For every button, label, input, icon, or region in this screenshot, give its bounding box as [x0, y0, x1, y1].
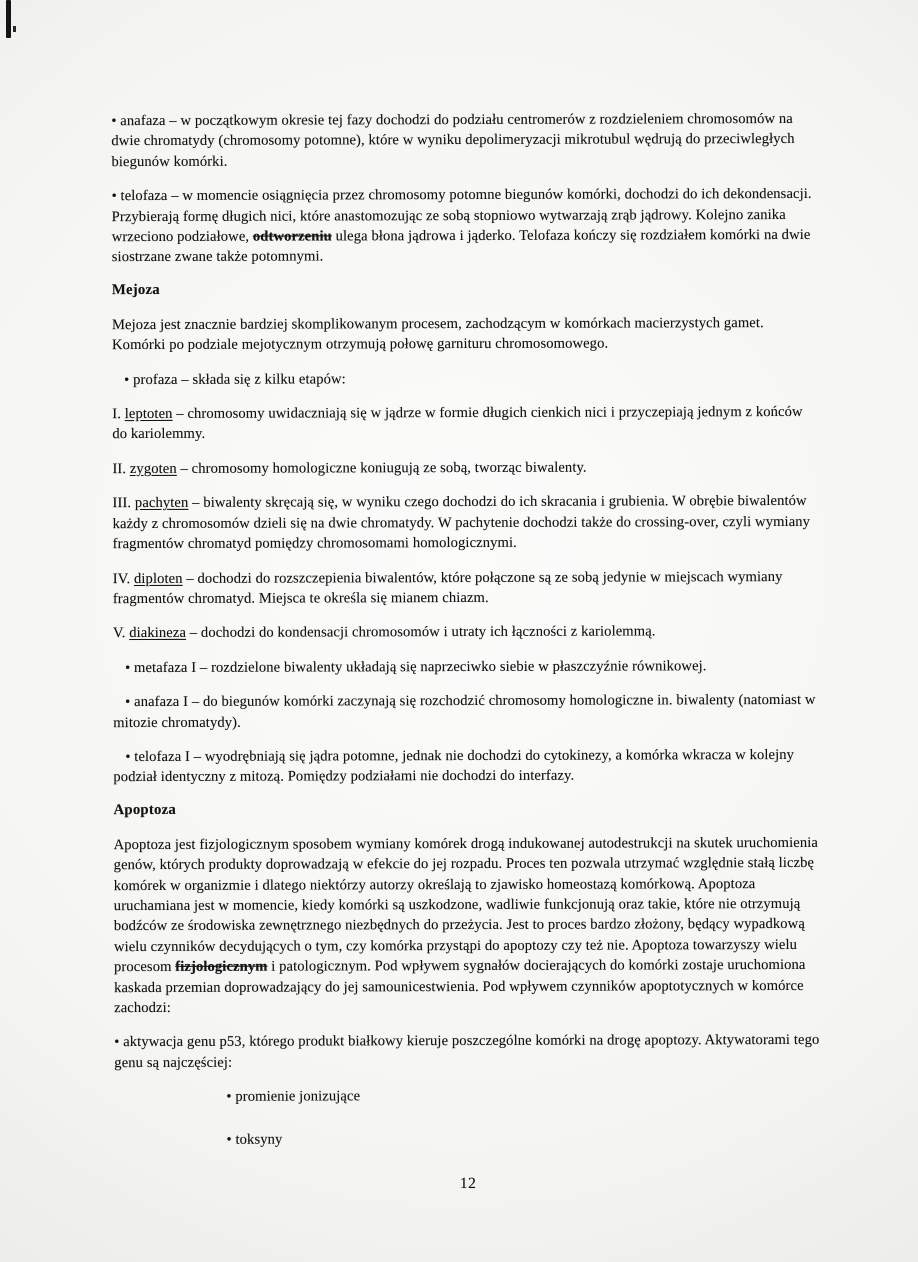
etap-numeral: II.	[112, 460, 130, 477]
struck-word-fizjologicznym: fizjologicznym	[175, 958, 268, 976]
struck-word-odtworzeniu: odtworzeniu	[252, 228, 332, 245]
etap-numeral: V.	[112, 625, 130, 642]
etap-pachyten	[113, 491, 820, 554]
text-run: – chromosomy uwidaczniają się w jądrze w formie długich cienkich nici i przyczepiają jednym z końców do kariolemmy.	[112, 404, 803, 443]
etap-zygoten	[112, 457, 819, 480]
scan-artifact-mark	[6, 0, 11, 38]
text-run: • telofaza – w momencie osiągnięcia przez chromosomy potomne biegunów komórki, dochodzi do ich dekondensacji. Przybierają formę długich nici, które anastomozując ze sobą stopniowo wytwarzają zrąb jądrowy. Kolejno zanika wrzeciono podziałowe,	[111, 186, 812, 246]
text-run: i patologicznym. Pod wpływem sygnałów docierających do komórki zostaje uruchomiona kaskada przemian doprowadzający do jej samounicestwienia. Pod wpływem czynników apoptotycznych w komórce zachodzi:	[114, 957, 806, 1017]
etap-diakineza	[113, 621, 820, 644]
bullet-telofaza	[112, 184, 819, 268]
etap-diploten	[113, 566, 820, 609]
bullet-telofaza-1: • telofaza I – wyodrębniają się jądra potomne, jednak nie dochodzi do cytokinezy, a komórka wkracza w kolejny podział identyczny z mitozą. Pomiędzy podziałami nie dochodzi do interfazy.	[113, 746, 795, 786]
term-underlined: diploten	[133, 570, 183, 587]
etap-numeral: III.	[112, 495, 135, 512]
scan-artifact-dot	[13, 26, 16, 32]
bullet-anafaza: • anafaza – w początkowym okresie tej fazy dochodzi do podziału centromerów z rozdzieleniem chromosomów na dwie chromatydy (chromosomy potomne), które w wyniku depolimeryzacji mikrotubul wędrują do przeciwległych biegunów komórki.	[111, 110, 795, 170]
heading-apoptoza: Apoptoza	[113, 801, 176, 818]
sub-bullet-toksyny: • toksyny	[226, 1131, 283, 1148]
bullet-p53: • aktywacja genu p53, którego produkt białkowy kieruje poszczególne komórki na drogę apoptozy. Aktywatorami tego genu są najczęściej:	[114, 1032, 820, 1071]
bullet-anafaza-1: • anafaza I – do biegunów komórki zaczynają się rozchodzić chromosomy homologiczne in. biwalenty (natomiast w mitozie chromatydy).	[113, 692, 816, 731]
term-underlined: pachyten	[134, 495, 189, 512]
text-run: – dochodzi do rozszczepienia biwalentów, które połączone są ze sobą jedynie w miejscach wymiany fragmentów chromatyd. Miejsca te określa się mianem chiazm.	[112, 568, 783, 608]
term-underlined: diakineza	[129, 625, 187, 642]
text-run: – biwalenty skręcają się, w wyniku czego dochodzi do ich skracania i grubienia. W obrębie biwalentów każdy z chromosomów dzieli się na dwie chromatydy. W pachytenie dochodzi także do crossing-over, czyli wymiany fragmentów chromatyd pomiędzy chromosomami homologicznymi.	[112, 493, 811, 553]
bullet-metafaza-1: • metafaza I – rozdzielone biwalenty układają się naprzeciwko siebie w płaszczyźnie równikowej.	[125, 657, 707, 676]
term-underlined: zygoten	[129, 460, 177, 477]
page-content	[111, 109, 821, 1194]
etap-leptoten	[112, 402, 819, 445]
bullet-profaza: • profaza – składa się z kilku etapów:	[124, 371, 346, 388]
etap-numeral: I.	[112, 406, 125, 423]
sub-bullet-promienie: • promienie jonizujące	[226, 1088, 361, 1105]
text-run: – dochodzi do kondensacji chromosomów i utraty ich łączności z kariolemmą.	[185, 623, 656, 642]
heading-mejoza: Mejoza	[111, 281, 160, 298]
mejoza-intro: Mejoza jest znacznie bardziej skomplikowanym procesem, zachodzącym w komórkach macierzystych gamet. Komórki po podziale mejotycznym otrzymują połowę garnituru chromosomowego.	[111, 314, 764, 354]
page-number: 12	[459, 1175, 477, 1193]
term-underlined: leptoten	[124, 405, 173, 423]
apoptoza-body	[114, 833, 822, 1019]
text-run: ulega błona jądrowa i jąderko. Telofaza kończy się rozdziałem komórki na dwie siostrzane zwane także potomnymi.	[111, 226, 811, 266]
etap-numeral: IV.	[112, 570, 135, 587]
text-run: Apoptoza jest fizjologicznym sposobem wymiany komórek drogą indukowanej autodestrukcji na skutek uruchomienia genów, których produkty doprowadzają w efekcie do jej rozpadu. Proces ten pozwala utrzymać względnie stałą liczbę komórek w organizmie i dlatego niektórzy autorzy określają to zjawisko homeostazą komórkową. Apoptoza uruchamiana jest w momencie, kiedy komórki są uszkodzone, wadliwie funkcjonują oraz takie, które nie otrzymują bodźców ze środowiska zewnętrznego niezbędnych do przeżycia. Jest to proces bardzo złożony, będący wypadkową wielu czynników decydujących o tym, czy komórka przystąpi do apoptozy czy też nie. Apoptoza towarzyszy wielu procesom	[113, 834, 818, 976]
text-run: – chromosomy homologiczne koniugują ze sobą, tworząc biwalenty.	[176, 459, 587, 477]
